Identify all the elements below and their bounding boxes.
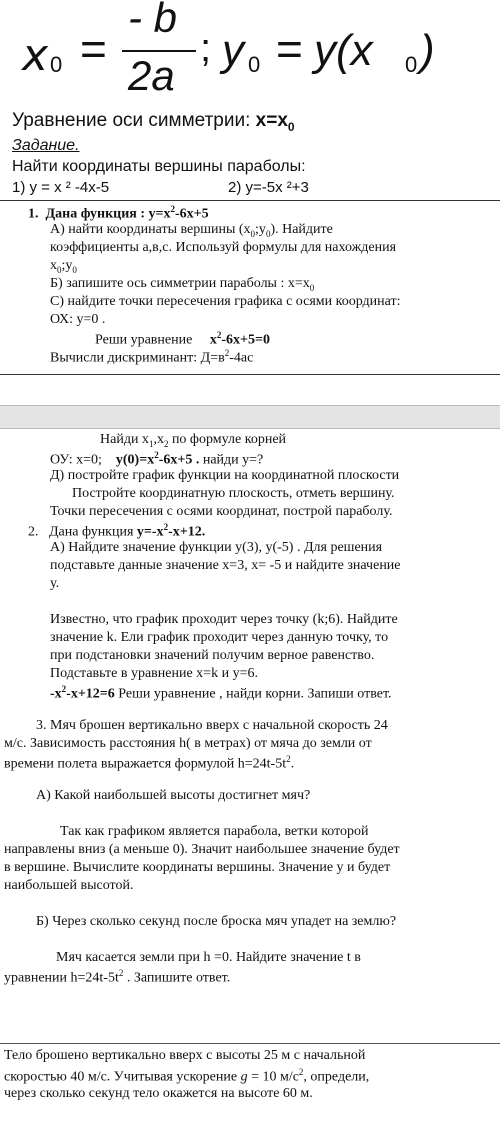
- formula-semicolon: ;: [200, 26, 212, 70]
- s2-p7: Подставьте в уравнение х=k и у=6.: [50, 666, 258, 681]
- s2-qa: А) Какой наибольшей высоты достигнет мяч?: [36, 788, 311, 803]
- section-1-title: 1. Дана функция : $y=x^2-6x+5$: [28, 204, 209, 222]
- formula-denominator: 2a: [128, 52, 175, 99]
- s1-c4: Вычисли дискриминант: $Д=в^2-4ас$: [50, 348, 254, 366]
- s2-g2: уравнении $h=24t-5t^2$ . Запишите ответ.: [4, 968, 231, 986]
- s2-d3: Точки пересечения с осями координат, построй параболу.: [50, 504, 393, 519]
- s2-qb: Б) Через сколько секунд после броска мяч упадет на землю?: [36, 914, 397, 929]
- s2-q3-1: 3. Мяч брошен вертикально вверх с начальной скорость 24: [36, 718, 388, 733]
- s2-q3-2: м/с. Зависимость расстояния h( в метрах) от мяча до земли от: [4, 736, 372, 751]
- task-prompt: Найти координаты вершины параболы:: [12, 158, 306, 175]
- formula-y0: y: [222, 26, 244, 75]
- section-1-title-b: -6x+5: [175, 206, 209, 222]
- s1-b1: Б) запишите ось симметрии параболы : $x=x_0$: [50, 276, 315, 293]
- s2-p4: Известно, что график проходит через точку (k;6). Найдите: [50, 612, 398, 627]
- s2-d1: Д) постройте график функции на координатной плоскости: [50, 468, 400, 483]
- s2-p6: при подстановки значений получим верное равенство.: [50, 648, 375, 663]
- s2-e2: направлены вниз (а меньше 0). Значит наибольшее значение будет: [4, 842, 400, 857]
- section-3: [0, 1046, 500, 1116]
- section-2: [0, 428, 500, 1043]
- s2-func2: 2. Дана функция $y=-x^2-x+12$.: [28, 522, 206, 540]
- formula-block: [0, 0, 500, 105]
- s3-l1: Тело брошено вертикально вверх с высоты 25 м с начальной: [4, 1048, 366, 1063]
- s3-l3: через сколько секунд тело окажется на высоте 60 м.: [4, 1086, 313, 1101]
- s1-c2: ОХ: у=0 .: [50, 312, 106, 327]
- s2-d2: Постройте координатную плоскость, отметь вершину.: [72, 486, 395, 501]
- s2-roots: Найди $х_1,х_2$ по формуле корней: [100, 432, 287, 449]
- s1-c3: Реши уравнение $x^2-6x+5=0$: [95, 330, 270, 348]
- section-1-num: 1.: [28, 206, 39, 222]
- s1-a2: коэффициенты а,в,с. Используй формулы для нахождения: [50, 240, 397, 255]
- s1-a3: $x_0;y_0$: [50, 258, 77, 275]
- symmetry-eq: x=x: [255, 110, 288, 131]
- section-1: [0, 200, 500, 380]
- task-item-1: 1) y = x ² -4x-5: [12, 179, 110, 196]
- s2-e4: наибольшей высотой.: [4, 878, 134, 893]
- s2-p5: значение k. Ели график проходит через данную точку, то: [50, 630, 389, 645]
- s2-e1: Так как графиком является парабола, ветки которой: [60, 824, 369, 839]
- formula-rhs: y(x: [314, 26, 373, 75]
- formula-x0: x: [22, 30, 49, 81]
- formula-equals: =: [80, 23, 107, 75]
- s1-c1: С) найдите точки пересечения графика с осями координат:: [50, 294, 401, 309]
- formula-y0-sub: 0: [248, 52, 261, 77]
- symmetry-line: [12, 110, 295, 134]
- symmetry-sub: 0: [287, 119, 295, 134]
- separator-band: [0, 405, 500, 429]
- formula-numerator: - b: [128, 0, 178, 41]
- task-label: Задание.: [12, 137, 80, 154]
- formula-rhs-close: ): [420, 26, 435, 75]
- s2-oy: ОУ: х=0; $у(0)=х^2-6х+5$ . найди у=?: [50, 450, 264, 468]
- s3-l2: скоростью 40 м/с. Учитывая ускорение g = 10 $м/с^2$, определи,: [4, 1067, 370, 1085]
- s2-q3-3: времени полета выражается формулой $h=24t-5t^2$.: [4, 754, 295, 772]
- symmetry-text: Уравнение оси симметрии:: [12, 110, 256, 131]
- section-1-title-a: Дана функция : y=x: [45, 206, 171, 222]
- formula-rhs-sub: 0: [405, 52, 418, 77]
- formula-equals-2: =: [276, 23, 303, 75]
- task-item-2: 2) y=-5x ²+3: [228, 179, 309, 196]
- s2-p2: подставьте данные значение х=3, х= -5 и найдите значение: [50, 558, 401, 573]
- s2-g1: Мяч касается земли при h =0. Найдите значение t в: [56, 950, 361, 965]
- s1-a1: А) найти координаты вершины $(x_0;y_0)$. Найдите: [50, 222, 333, 239]
- formula-x0-sub: 0: [50, 52, 63, 77]
- s2-p3: у.: [50, 576, 60, 591]
- s2-p1: А) Найдите значение функции у(3), у(-5) . Для решения: [50, 540, 383, 555]
- s2-p8: $-x^2-x+12=6$ Реши уравнение , найди корни. Запиши ответ.: [50, 684, 392, 702]
- s2-e3: в вершине. Вычислите координаты вершины. Значение у и будет: [4, 860, 391, 875]
